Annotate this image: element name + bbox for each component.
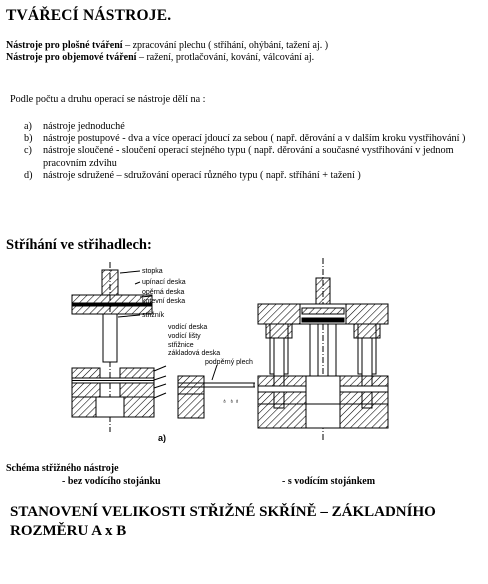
list-label: c) bbox=[24, 145, 32, 157]
label-strizik: střižník bbox=[142, 312, 165, 319]
type-desc: – zpracování plechu ( stříhání, ohýbání, tažení aj. ) bbox=[122, 40, 329, 51]
label-b: b) bbox=[344, 433, 353, 443]
diagram-a bbox=[72, 262, 255, 432]
type-name: Nástroje pro plošné tváření bbox=[6, 40, 123, 51]
page-title: TVÁŘECÍ NÁSTROJE. bbox=[6, 7, 172, 24]
label-a: a) bbox=[158, 433, 167, 443]
clamping-plate bbox=[72, 295, 152, 303]
shank bbox=[102, 270, 118, 295]
list-label: b) bbox=[24, 133, 33, 145]
label-podperny: podpěrný plech bbox=[205, 359, 253, 366]
list-label: d) bbox=[24, 169, 33, 181]
label-kotevni: kotevní deska bbox=[142, 298, 186, 305]
list-text: nástroje jednoduché bbox=[43, 121, 125, 132]
type-name: Nástroje pro objemové tváření bbox=[6, 52, 137, 63]
list-text: nástroje postupové - dva a více operací jdoucí za sebou ( např. děrování a v dalším kroku vystřihování ) bbox=[43, 133, 466, 145]
anchor-plate bbox=[72, 306, 152, 314]
diagram-b bbox=[258, 258, 388, 443]
label-zakladova: základová deska bbox=[168, 350, 221, 357]
list-text: nástroje sdružené – sdružování operací různého typu ( např. stříhání + tažení ) bbox=[43, 169, 361, 181]
caption-line1: Schéma střižného nástroje bbox=[6, 463, 119, 474]
label-operna: opěrná deska bbox=[142, 289, 185, 296]
caption-right: - s vodícím stojánkem bbox=[282, 476, 376, 487]
label-vodici-deska: vodící deska bbox=[168, 324, 208, 331]
final-heading: STANOVENÍ VELIKOSTI STŘIŽNÉ SKŘÍNĚ – ZÁKLADNÍHO ROZMĚRU A x B bbox=[10, 504, 436, 539]
list-text: nástroje sloučené - sloučení operací stejného typu ( např. děrování a současné vystřihování v jednom pracovním zdvihu bbox=[43, 145, 454, 169]
type-desc: – ražení, protlačování, kování, válcování aj. bbox=[136, 52, 315, 63]
list-label: a) bbox=[24, 121, 32, 132]
label-vodici-listy: vodící lišty bbox=[168, 333, 201, 340]
label-striznice: střižnice bbox=[168, 342, 194, 349]
intro-text: Podle počtu a druhu operací se nástroje dělí na : bbox=[10, 94, 206, 105]
section-heading: Stříhání ve střihadlech: bbox=[6, 237, 152, 253]
svg-text:♁ ♁♁: ♁ ♁♁ bbox=[222, 398, 240, 405]
label-stopka: stopka bbox=[142, 268, 163, 275]
label-upinaci: upínací deska bbox=[142, 279, 186, 286]
punch bbox=[103, 314, 117, 362]
caption-left: - bez vodícího stojánku bbox=[62, 476, 161, 487]
